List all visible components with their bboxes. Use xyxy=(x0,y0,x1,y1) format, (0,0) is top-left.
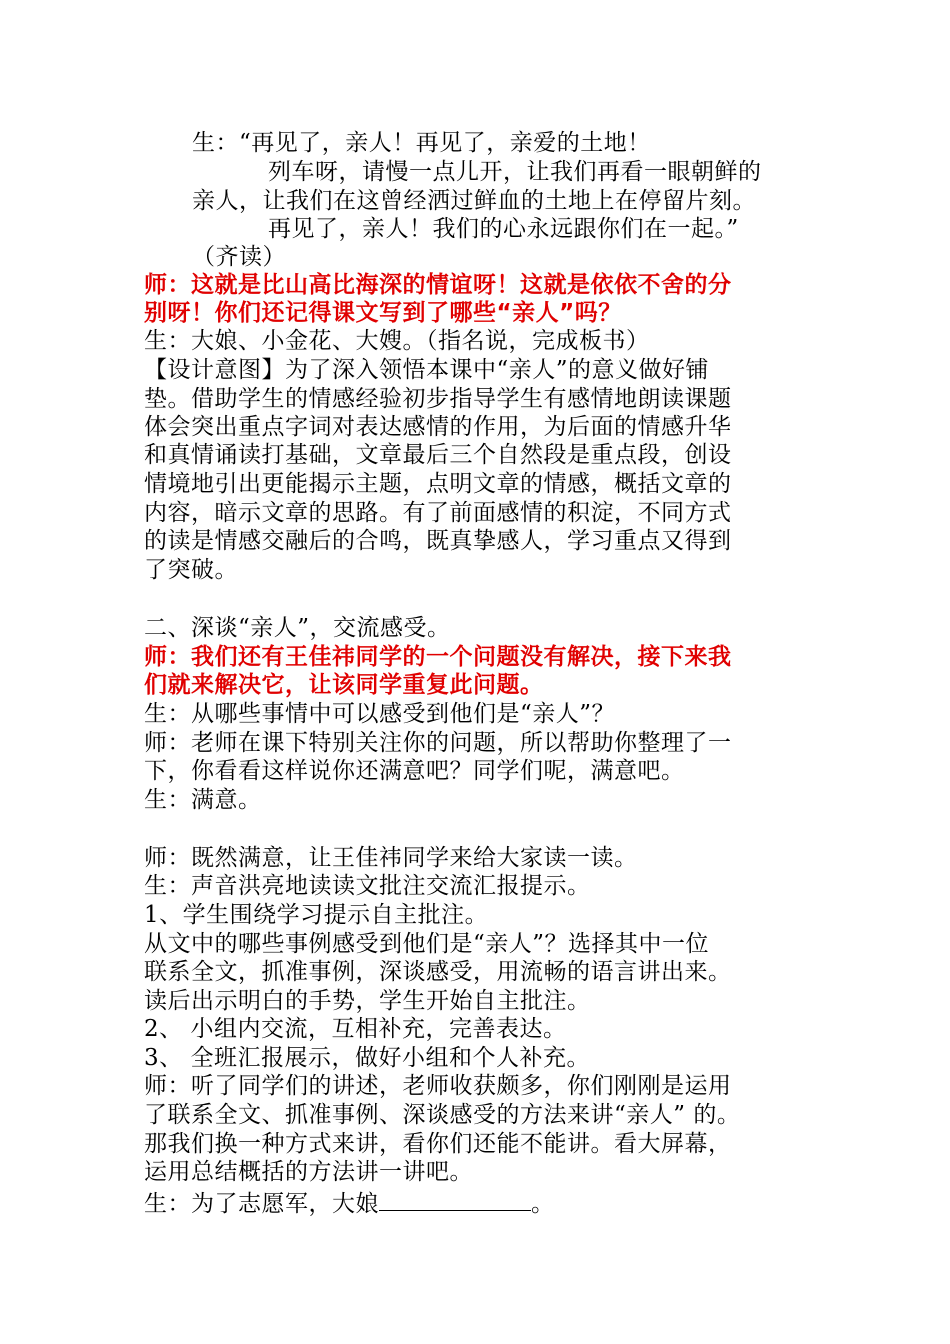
design-intent-line: 了突破。 xyxy=(144,557,238,583)
text-line: 再见了，亲人！我们的心永远跟你们在一起。” xyxy=(268,216,739,242)
text-line: 师：既然满意，让王佳祎同学来给大家读一读。 xyxy=(144,845,638,871)
list-item: 3、 全班汇报展示，做好小组和个人补充。 xyxy=(144,1045,590,1071)
design-intent-line: 和真情诵读打基础，文章最后三个自然段是重点段，创设 xyxy=(144,442,732,468)
teacher-line-highlight: 别呀！你们还记得课文写到了哪些“亲人”吗？ xyxy=(144,300,622,326)
fill-in-line xyxy=(144,1186,555,1219)
text-line: 列车呀，请慢一点儿开，让我们再看一眼朝鲜的 xyxy=(268,159,762,185)
design-intent-line: 【设计意图】为了深入领悟本课中“亲人”的意义做好铺 xyxy=(144,357,710,383)
teacher-line-highlight: 师：我们还有王佳祎同学的一个问题没有解决，接下来我 xyxy=(144,644,732,670)
fill-in-blank[interactable] xyxy=(379,1186,531,1211)
text-line: 生：从哪些事情中可以感受到他们是“亲人”？ xyxy=(144,701,616,727)
text-line: 从文中的哪些事例感受到他们是“亲人”？选择其中一位 xyxy=(144,931,710,957)
text-line: 读后出示明白的手势，学生开始自主批注。 xyxy=(144,988,591,1014)
text-line: （齐读） xyxy=(192,244,286,270)
list-item: 1、学生围绕学习提示自主批注。 xyxy=(144,902,489,928)
text-line: 师：听了同学们的讲述，老师收获颇多，你们刚刚是运用 xyxy=(144,1073,732,1099)
fill-in-end: 。 xyxy=(531,1191,555,1217)
text-line: 生：“再见了，亲人！再见了，亲爱的土地！ xyxy=(192,130,651,156)
text-line: 生：大娘、小金花、大嫂。（指名说，完成板书） xyxy=(144,328,650,354)
text-line: 联系全文，抓准事例，深谈感受，用流畅的语言讲出来。 xyxy=(144,959,732,985)
text-line: 了联系全文、抓准事例、深谈感受的方法来讲“亲人” 的。 xyxy=(144,1102,741,1128)
text-line: 运用总结概括的方法讲一讲吧。 xyxy=(144,1159,473,1185)
text-line: 那我们换一种方式来讲，看你们还能不能讲。看大屏幕， xyxy=(144,1131,732,1157)
design-intent-line: 情境地引出更能揭示主题，点明文章的情感，概括文章的 xyxy=(144,471,732,497)
design-intent-line: 的读是情感交融后的合鸣，既真挚感人，学习重点又得到 xyxy=(144,528,732,554)
list-item: 2、 小组内交流，互相补充，完善表达。 xyxy=(144,1016,567,1042)
design-intent-line: 体会突出重点字词对表达感情的作用，为后面的情感升华 xyxy=(144,414,732,440)
design-intent-line: 垫。借助学生的情感经验初步指导学生有感情地朗读课题 xyxy=(144,386,732,412)
teacher-line-highlight: 们就来解决它，让该同学重复此问题。 xyxy=(144,672,544,698)
text-line: 生：满意。 xyxy=(144,787,262,813)
section-heading: 二、深谈“亲人”，交流感受。 xyxy=(144,615,451,641)
text-line: 下，你看看这样说你还满意吧？同学们呢，满意吧。 xyxy=(144,758,685,784)
fill-in-prompt: 生：为了志愿军，大娘 xyxy=(144,1191,379,1217)
text-line: 亲人，让我们在这曾经洒过鲜血的土地上在停留片刻。 xyxy=(192,188,756,214)
teacher-line-highlight: 师：这就是比山高比海深的情谊呀！这就是依依不舍的分 xyxy=(144,272,732,298)
design-intent-line: 内容，暗示文章的思路。有了前面感情的积淀，不同方式 xyxy=(144,500,732,526)
text-line: 生：声音洪亮地读读文批注交流汇报提示。 xyxy=(144,873,591,899)
text-line: 师：老师在课下特别关注你的问题，所以帮助你整理了一 xyxy=(144,730,732,756)
